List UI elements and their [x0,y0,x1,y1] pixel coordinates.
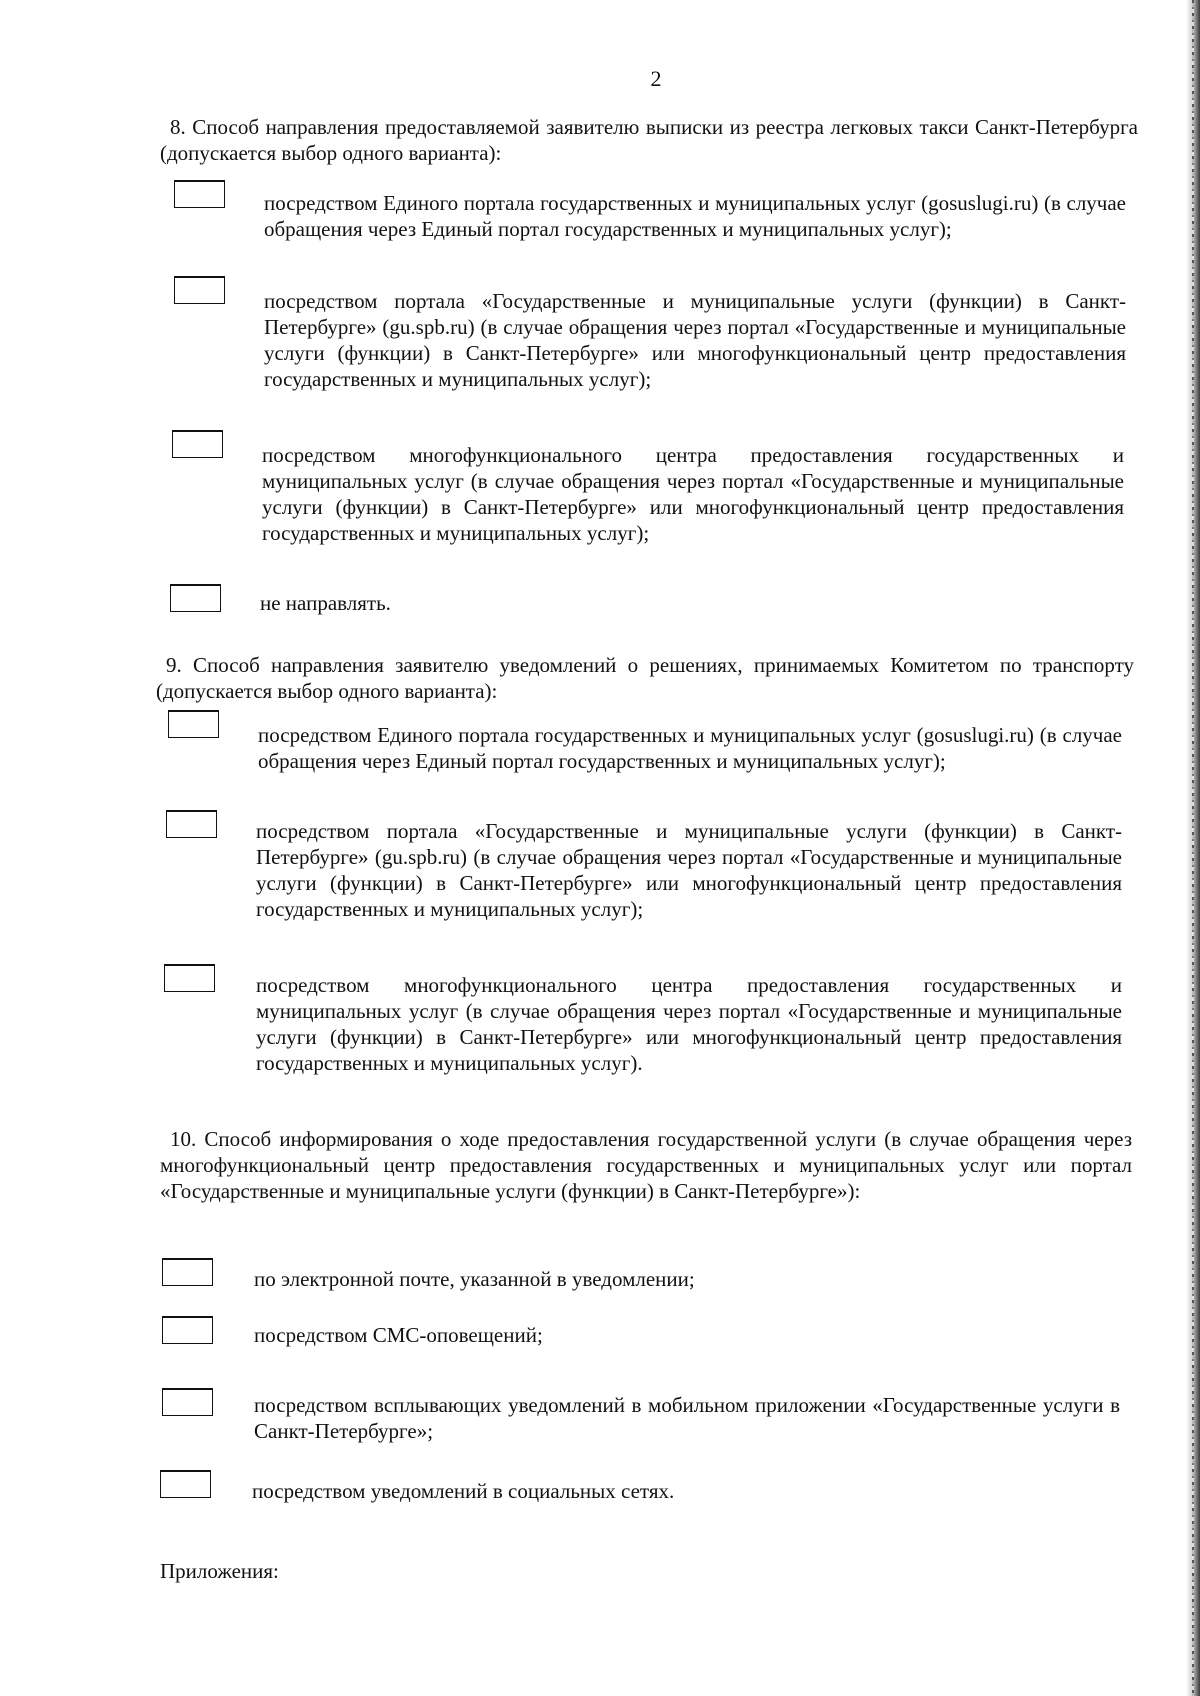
page-number: 2 [650,66,662,91]
section-9-option-1-label: посредством Единого портала государственных и муниципальных услуг (gosuslugi.ru) (в случае обращения через Единый портал государственных и муниципальных услуг); [258,723,1122,773]
checkbox[interactable] [174,276,225,304]
section-10-option-4-label: посредством уведомлений в социальных сетях. [252,1479,675,1503]
section-8-option-3-label: посредством многофункционального центра предоставления государственных и муниципальных услуг (в случае обращения через портал «Государственные и муниципальные услуги (функции) в Санкт-Петербурге» или многофункциональный центр предоставления государственных и муниципальных услуг); [262,443,1124,545]
checkbox[interactable] [162,1388,213,1416]
appendix-label: Приложения: [160,1559,279,1583]
checkbox[interactable] [168,710,219,738]
section-10-option-3-label: посредством всплывающих уведомлений в мобильном приложении «Государственные услуги в Санкт-Петербурге»; [254,1393,1120,1443]
section-8-option-1-label: посредством Единого портала государственных и муниципальных услуг (gosuslugi.ru) (в случае обращения через Единый портал государственных и муниципальных услуг); [264,191,1126,241]
checkbox[interactable] [160,1470,211,1498]
section-9-option-2-label: посредством портала «Государственные и муниципальные услуги (функции) в Санкт-Петербурге» (gu.spb.ru) (в случае обращения через портал «Государственные и муниципальные услуги (функции) в Санкт-Петербурге» или многофункциональный центр предоставления государственных и муниципальных услуг); [256,819,1122,921]
checkbox[interactable] [170,584,221,612]
checkbox[interactable] [174,180,225,208]
section-8-option-4-label: не направлять. [260,591,391,615]
checkbox[interactable] [162,1316,213,1344]
section-9-option-3-label: посредством многофункционального центра предоставления государственных и муниципальных услуг (в случае обращения через портал «Государственные и муниципальные услуги (функции) в Санкт-Петербурге» или многофункциональный центр предоставления государственных и муниципальных услуг). [256,973,1122,1075]
section-10-title: 10. Способ информирования о ходе предоставления государственной услуги (в случае обращения через многофункциональный центр предоставления государственных и муниципальных услуг или портал «Государственные и муниципальные услуги (функции) в Санкт-Петербурге»): [160,1127,1132,1203]
section-8-title: 8. Способ направления предоставляемой заявителю выписки из реестра легковых такси Санкт-Петербурга (допускается выбор одного варианта): [160,115,1138,165]
section-8-option-2-label: посредством портала «Государственные и муниципальные услуги (функции) в Санкт-Петербурге» (gu.spb.ru) (в случае обращения через портал «Государственные и муниципальные услуги (функции) в Санкт-Петербурге» или многофункциональный центр предоставления государственных и муниципальных услуг); [264,289,1126,391]
checkbox[interactable] [166,810,217,838]
checkbox[interactable] [162,1258,213,1286]
checkbox[interactable] [164,964,215,992]
section-9-title: 9. Способ направления заявителю уведомлений о решениях, принимаемых Комитетом по транспорту (допускается выбор одного варианта): [156,653,1134,703]
section-10-option-2-label: посредством СМС-оповещений; [254,1323,543,1347]
checkbox[interactable] [172,430,223,458]
section-10-option-1-label: по электронной почте, указанной в уведомлении; [254,1267,695,1291]
